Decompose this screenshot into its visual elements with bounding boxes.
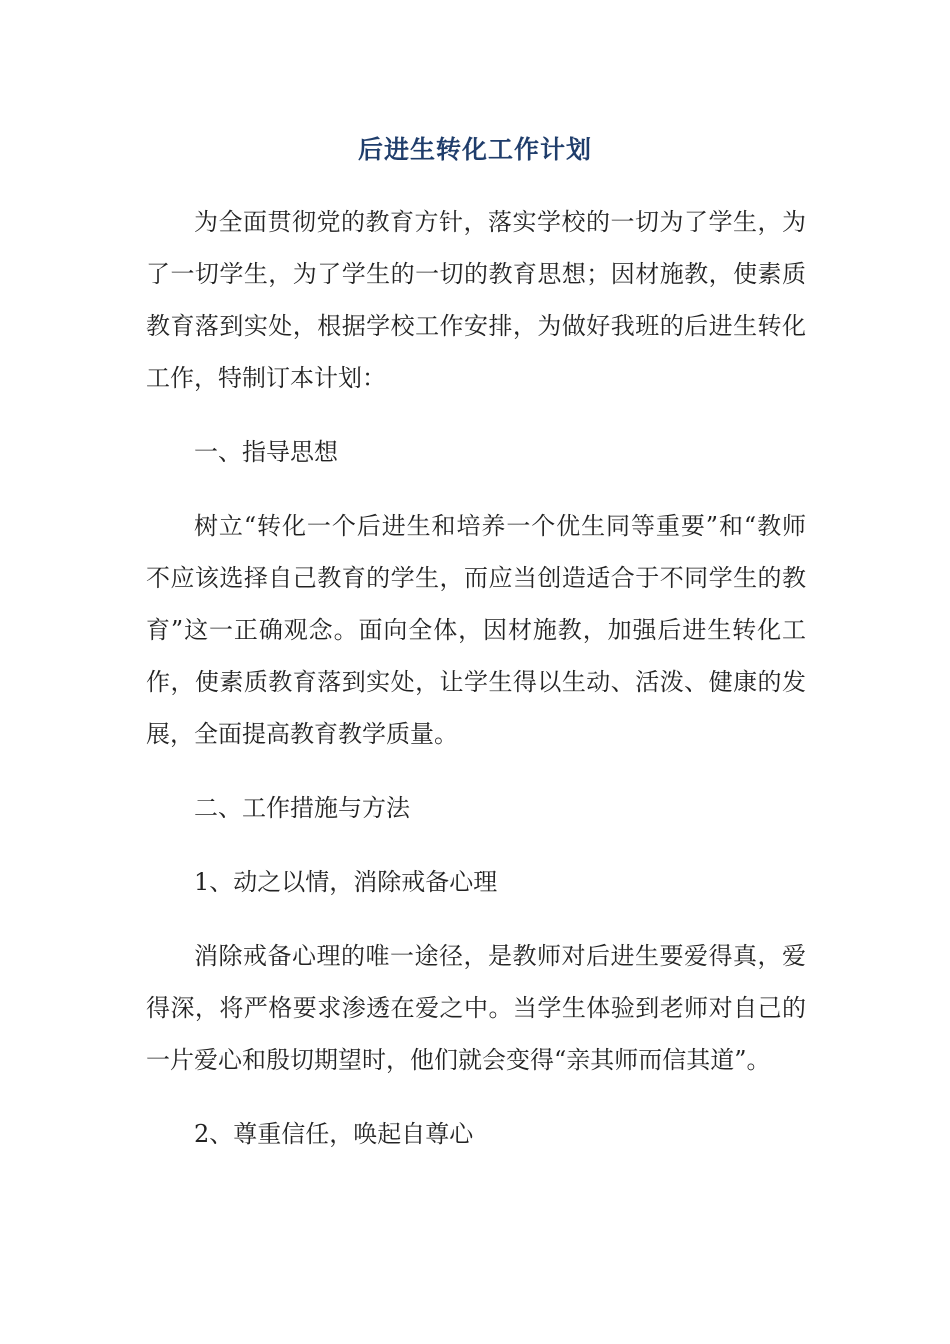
subheading-respect-trust: 2、尊重信任，唤起自尊心: [194, 1120, 474, 1148]
section-heading-guiding-thought: 一、指导思想: [194, 438, 338, 466]
subheading-emotion: 1、动之以情，消除戒备心理: [194, 868, 498, 896]
section-heading-measures: 二、工作措施与方法: [194, 794, 410, 822]
guiding-thought-paragraph: 树立“转化一个后进生和培养一个优生同等重要”和“教师不应该选择自己教育的学生，而应当创造适合于不同学生的教育”这一正确观念。面向全体，因材施教，加强后进生转化工作，使素质教育落到实处，让学生得以生动、活泼、健康的发展，全面提高教育教学质量。: [146, 512, 806, 748]
document-body: [146, 196, 806, 1182]
document-title: 后进生转化工作计划: [357, 135, 592, 164]
emotion-paragraph: 消除戒备心理的唯一途径，是教师对后进生要爱得真，爱得深，将严格要求渗透在爱之中。当学生体验到老师对自己的一片爱心和殷切期望时，他们就会变得“亲其师而信其道”。: [146, 942, 806, 1074]
intro-paragraph: 为全面贯彻党的教育方针，落实学校的一切为了学生，为了一切学生，为了学生的一切的教育思想；因材施教，使素质教育落到实处，根据学校工作安排，为做好我班的后进生转化工作，特制订本计划：: [146, 208, 806, 392]
